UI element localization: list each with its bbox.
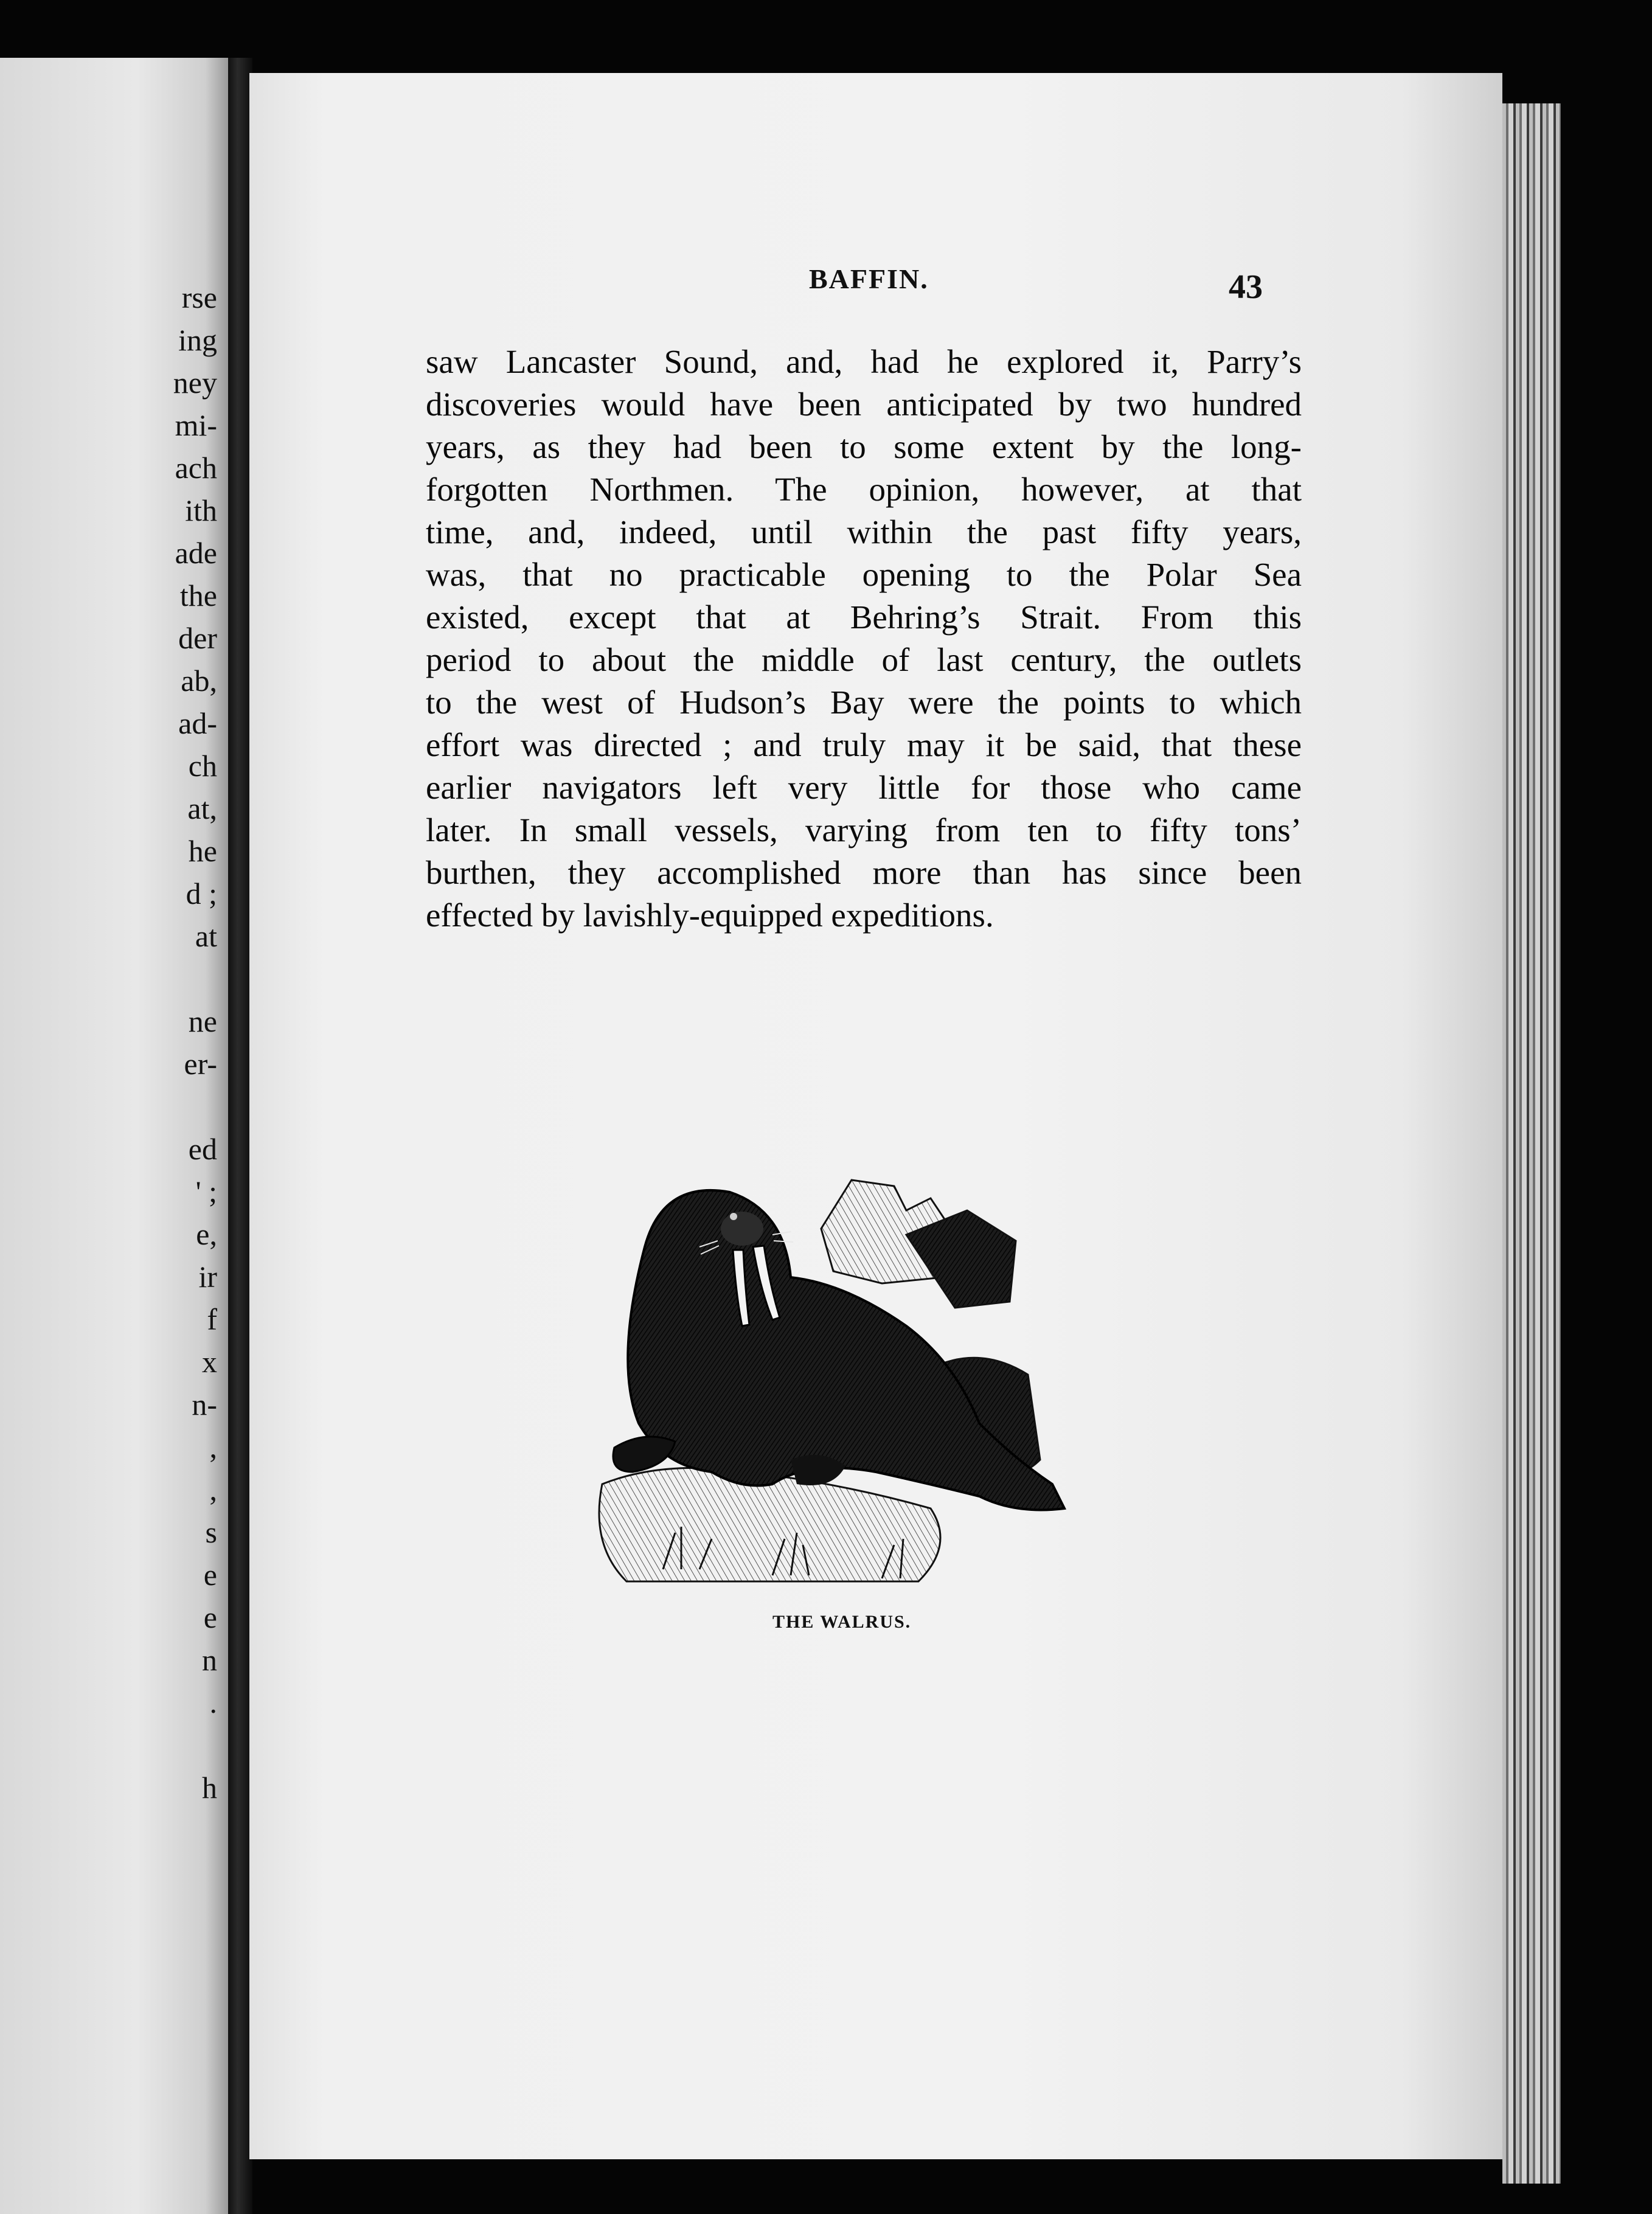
text-line: period to about the middle of last century, the outlets: [426, 641, 1302, 678]
left-page-line: n-: [192, 1387, 217, 1421]
left-page-line: ing: [178, 323, 217, 357]
left-page-line: n: [202, 1643, 217, 1677]
text-line: years, as they had been to some extent by the long-: [426, 428, 1302, 465]
left-page-line: h: [202, 1771, 217, 1805]
text-line: effort was directed ; and truly may it be said, that these: [426, 726, 1302, 763]
text-line: burthen, they accomplished more than has since been: [426, 854, 1302, 891]
walrus-illustration: [590, 1143, 1113, 1594]
left-page-line: x: [202, 1345, 217, 1379]
previous-page-edge: [0, 58, 228, 2214]
text-line: later. In small vessels, varying from ten to fifty tons’: [426, 811, 1302, 848]
left-page-line: mi-: [175, 408, 217, 442]
left-page-line: ,: [209, 1473, 217, 1507]
running-head: BAFFIN.: [809, 263, 929, 294]
left-page-line: e: [203, 1558, 217, 1592]
figure-caption: THE WALRUS.: [772, 1612, 912, 1632]
left-page-line: ir: [198, 1260, 217, 1294]
book-gutter: [228, 58, 252, 2214]
left-page-line: e,: [196, 1217, 217, 1251]
text-line: discoveries would have been anticipated by two hundred: [426, 386, 1302, 423]
left-page-line: at,: [187, 791, 217, 825]
left-page-line: rse: [181, 280, 217, 314]
page-stack-edge: [1502, 103, 1561, 2184]
left-page-line: ney: [173, 366, 217, 400]
text-line: existed, except that at Behring’s Strait. From this: [426, 599, 1302, 636]
text-line: was, that no practicable opening to the Polar Sea: [426, 556, 1302, 593]
left-page-line: .: [209, 1685, 217, 1719]
left-page-line: he: [188, 834, 217, 868]
left-page-line: the: [179, 578, 217, 612]
left-page-line: ade: [175, 536, 217, 570]
left-page-line: at: [195, 919, 217, 953]
left-page-line: der: [178, 621, 217, 655]
body-text: [426, 341, 1302, 937]
text-line: effected by lavishly-equipped expeditions.: [426, 897, 994, 934]
text-line: time, and, indeed, until within the past fifty years,: [426, 513, 1302, 550]
left-page-line: ,: [209, 1430, 217, 1464]
left-page-line: ad-: [178, 706, 217, 740]
left-page-line: s: [205, 1515, 217, 1549]
page-number: 43: [1229, 268, 1263, 306]
text-line: earlier navigators left very little for those who came: [426, 769, 1302, 806]
left-page-line: f: [207, 1302, 217, 1336]
text-line: forgotten Northmen. The opinion, however, at that: [426, 471, 1302, 508]
left-page-line: ' ;: [195, 1175, 217, 1209]
left-page-line: e: [203, 1600, 217, 1634]
left-page-line: ch: [188, 749, 217, 783]
text-line: saw Lancaster Sound, and, had he explored it, Parry’s: [426, 343, 1302, 380]
left-page-line: er-: [184, 1047, 217, 1081]
left-page-line: ne: [188, 1004, 217, 1038]
left-page-line: ed: [188, 1132, 217, 1166]
left-page-line: ith: [185, 493, 217, 527]
text-line: to the west of Hudson’s Bay were the points to which: [426, 684, 1302, 721]
left-page-line: ab,: [181, 664, 217, 698]
left-page-line: d ;: [186, 876, 217, 911]
left-page-line: ach: [175, 451, 217, 485]
